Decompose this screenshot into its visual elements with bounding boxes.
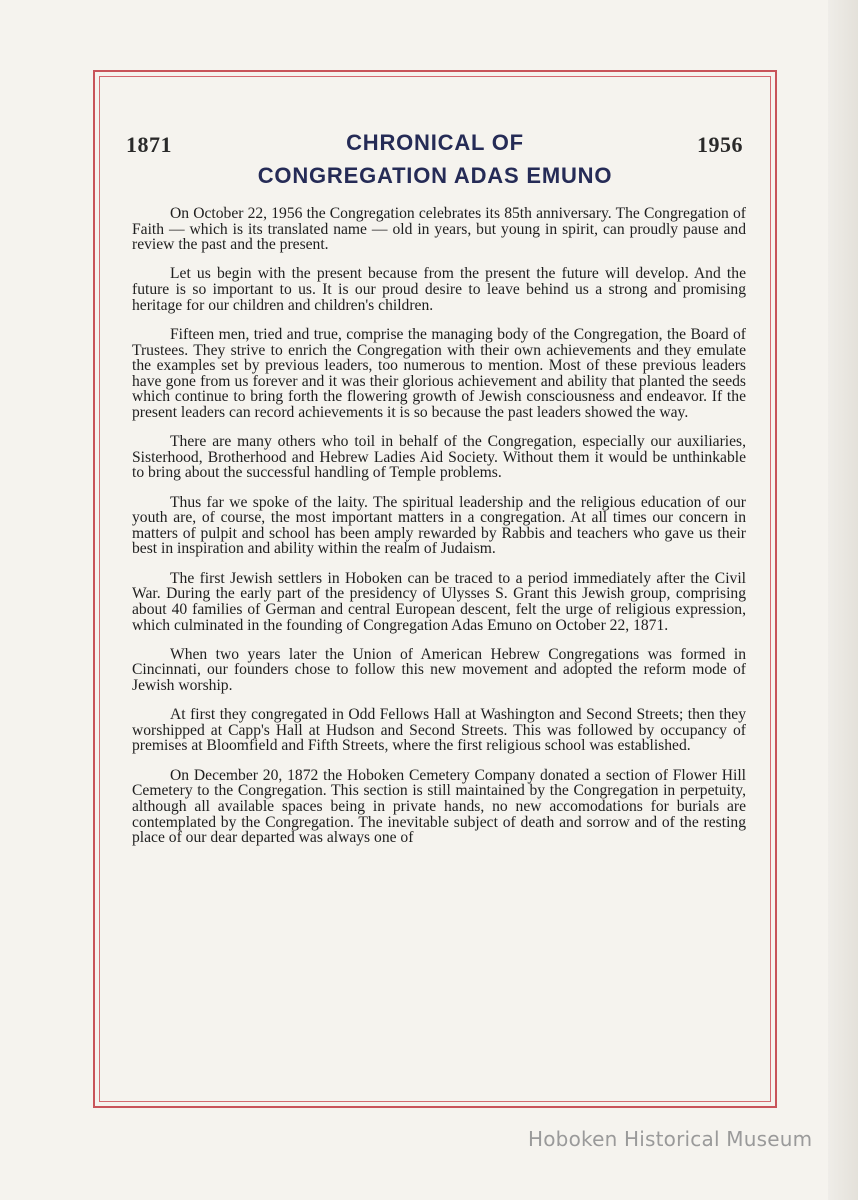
paragraph: There are many others who toil in behalf of the Congregation, especially our auxiliaries, Sisterhood, Brotherhood and Hebrew Ladies Aid Society. Without them it would be unthinkable to bring about the successful handling of Temple problems.: [132, 433, 746, 482]
paragraph: The first Jewish settlers in Hoboken can be traced to a period immediately after the Civil War. During the early part of the presidency of Ulysses S. Grant this Jewish group, comprising about 40 families of German and central European descent, felt the urge of religious expression, which culminated in the founding of Congregation Adas Emuno on October 22, 1871.: [132, 569, 746, 634]
page-title-line-2: CONGREGATION ADAS EMUNO: [257, 163, 613, 188]
year-end: 1956: [697, 132, 743, 157]
paragraph: On December 20, 1872 the Hoboken Cemetery Company donated a section of Flower Hill Cemetery to the Congregation. This section is still maintained by the Congregation in perpetuity, although all available spaces being in private hands, no new accomodations for burials are contemplated by the Congregation. The inevitable subject of death and sorrow and of the resting place of our dear departed was always one of: [132, 766, 746, 847]
paragraph: On October 22, 1956 the Congregation celebrates its 85th anniversary. The Congregation of Faith — which is its translated name — old in years, but young in spirit, can proudly pause and review the past and the present.: [132, 205, 746, 254]
page-edge: [828, 0, 858, 1200]
paragraph: Thus far we spoke of the laity. The spiritual leadership and the religious education of our youth are, of course, the most important matters in a congregation. At all times our concern in matters of pulpit and school has been amply rewarded by Rabbis and teachers who gave us their best in inspiration and ability within the realm of Judaism.: [132, 493, 746, 558]
article-body: [132, 206, 746, 859]
paragraph: Fifteen men, tried and true, comprise the managing body of the Congregation, the Board of Trustees. They strive to enrich the Congregation with their own achievements and they emulate the examples set by previous leaders, too numerous to mention. Most of these previous leaders have gone from us forever and it was their glorious achievement and ability that planted the seeds which continue to bring forth the flowering growth of Jewish consciousness and endeavor. If the present leaders can record achievements it is so because the past leaders showed the way.: [132, 325, 746, 421]
year-start: 1871: [126, 132, 172, 157]
paragraph: When two years later the Union of American Hebrew Congregations was formed in Cincinnati, our founders chose to follow this new movement and adopted the reform mode of Jewish worship.: [132, 645, 746, 694]
museum-watermark: Hoboken Historical Museum: [528, 1127, 813, 1151]
paragraph: Let us begin with the present because from the present the future will develop. And the future is so important to us. It is our proud desire to leave behind us a strong and promising heritage for our children and children's children.: [132, 265, 746, 314]
paragraph: At first they congregated in Odd Fellows Hall at Washington and Second Streets; then they worshipped at Capp's Hall at Hudson and Second Streets. This was followed by occupancy of premises at Bloomfield and Fifth Streets, where the first religious school was established.: [132, 706, 746, 755]
page-title-line-1: CHRONICAL OF: [346, 130, 524, 155]
